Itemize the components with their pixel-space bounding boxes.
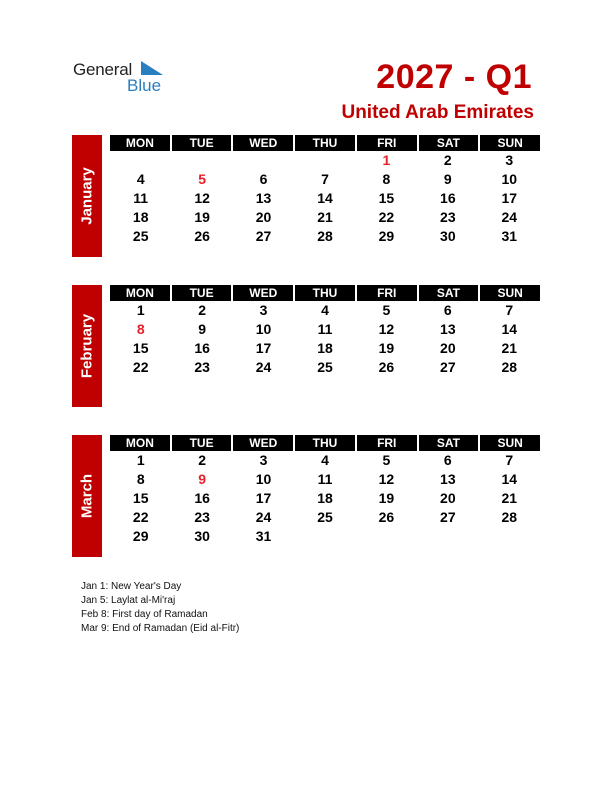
day-cell: 11 [133,190,149,206]
day-cell: 6 [259,171,268,187]
day-cell: 14 [501,321,518,337]
day-cell: 16 [440,190,456,206]
day-cell: 17 [501,190,518,206]
logo [73,58,173,98]
day-cell: 26 [378,359,395,375]
weekday-label: SUN [480,435,540,451]
weekday-label: MON [110,135,170,151]
day-cell: 13 [440,471,456,487]
day-cell: 29 [132,528,149,544]
week-row [110,508,540,527]
weekday-label: SAT [419,285,479,301]
day-cell: 21 [501,340,518,356]
day-cell: 20 [440,340,456,356]
weekday-label: TUE [172,435,232,451]
day-cell: 5 [382,452,391,468]
day-cell: 24 [501,209,518,225]
empty-day-cell [171,151,232,170]
day-cell: 22 [132,359,149,375]
holiday-note: Feb 8: First day of Ramadan [81,609,208,620]
day-cell: 1 [136,452,145,468]
day-cell: 5 [382,302,391,318]
day-cell: 10 [255,471,272,487]
day-cell: 8 [136,471,145,487]
day-cell: 6 [443,302,452,318]
month-tab [72,285,102,407]
day-cell: 15 [132,340,149,356]
weekday-label: FRI [357,285,417,301]
week-row [110,339,540,358]
day-cell: 18 [317,490,333,506]
day-cell: 31 [501,228,518,244]
day-cell: 3 [259,452,268,468]
month-tab [72,135,102,257]
day-cell: 2 [443,152,452,168]
day-cell: 28 [317,228,333,244]
day-cell: 7 [505,452,514,468]
day-cell: 26 [378,509,395,525]
day-cell: 27 [255,228,272,244]
weekday-label: FRI [357,435,417,451]
day-cell: 2 [198,452,207,468]
weekday-label: THU [295,135,355,151]
day-cell: 13 [255,190,272,206]
day-cell: 27 [440,359,456,375]
day-cell: 2 [198,302,207,318]
day-cell: 3 [505,152,514,168]
logo-word-general: General [73,60,133,79]
day-cell: 11 [317,321,333,337]
day-cell: 25 [317,509,333,525]
day-cell: 6 [443,452,452,468]
month-name: March [78,473,96,519]
week-row [110,151,540,170]
weekday-label: TUE [172,285,232,301]
day-cell: 24 [255,509,272,525]
month-grid [110,135,540,246]
day-cell: 13 [440,321,456,337]
empty-day-cell [233,151,294,170]
holiday-note: Jan 5: Laylat al-Mi'raj [81,595,176,606]
month-grid [110,435,540,546]
holiday-day-cell: 1 [382,152,391,168]
page-title: 2027 - Q1 [376,58,532,96]
week-row [110,170,540,189]
day-cell: 25 [317,359,333,375]
week-row [110,189,540,208]
day-cell: 23 [194,509,210,525]
day-cell: 21 [501,490,518,506]
day-cell: 10 [255,321,272,337]
day-cell: 28 [501,359,518,375]
weekday-label: TUE [172,135,232,151]
weekday-label: THU [295,435,355,451]
holiday-day-cell: 5 [198,171,207,187]
day-cell: 1 [136,302,145,318]
week-row [110,320,540,339]
holiday-day-cell: 8 [136,321,145,337]
week-row [110,227,540,246]
empty-day-cell [294,151,355,170]
day-cell: 18 [132,209,149,225]
logo-triangle-icon [141,61,163,77]
weekday-header [110,135,540,151]
weekday-label: WED [233,285,293,301]
day-cell: 12 [378,471,395,487]
day-cell: 9 [443,171,452,187]
day-cell: 23 [194,359,210,375]
day-cell: 4 [136,171,145,187]
day-cell: 27 [440,509,456,525]
weekday-label: THU [295,285,355,301]
day-cell: 7 [321,171,329,187]
day-cell: 19 [378,490,395,506]
day-cell: 23 [440,209,456,225]
weekday-header [110,285,540,301]
week-row [110,527,540,546]
day-cell: 18 [317,340,333,356]
day-cell: 15 [132,490,149,506]
month-name: February [78,313,96,379]
empty-day-cell [479,527,540,546]
day-cell: 9 [198,321,207,337]
day-cell: 4 [321,452,329,468]
week-row [110,489,540,508]
day-cell: 20 [440,490,456,506]
month-name: January [78,167,96,225]
empty-day-cell [356,527,417,546]
logo-word-blue: Blue [127,76,162,95]
weekday-label: WED [233,435,293,451]
holiday-note: Jan 1: New Year's Day [81,581,182,592]
day-cell: 11 [317,471,333,487]
day-cell: 4 [321,302,329,318]
day-cell: 21 [317,209,333,225]
empty-day-cell [110,151,171,170]
week-row [110,470,540,489]
weekday-label: SAT [419,135,479,151]
month-tab [72,435,102,557]
day-cell: 25 [132,228,149,244]
day-cell: 17 [255,490,272,506]
holiday-day-cell: 9 [198,471,207,487]
week-row [110,358,540,377]
empty-day-cell [417,527,478,546]
day-cell: 3 [259,302,268,318]
week-row [110,451,540,470]
day-cell: 26 [194,228,210,244]
empty-day-cell [294,527,355,546]
weekday-label: SUN [480,285,540,301]
day-cell: 12 [194,190,210,206]
day-cell: 17 [255,340,272,356]
day-cell: 29 [378,228,395,244]
day-cell: 10 [501,171,518,187]
day-cell: 31 [255,528,272,544]
day-cell: 14 [501,471,518,487]
weekday-label: WED [233,135,293,151]
day-cell: 14 [317,190,333,206]
day-cell: 20 [255,209,272,225]
holiday-note: Mar 9: End of Ramadan (Eid al-Fitr) [81,623,240,634]
holiday-notes [81,580,239,636]
day-cell: 8 [382,171,391,187]
day-cell: 24 [255,359,272,375]
week-row [110,301,540,320]
day-cell: 22 [378,209,395,225]
day-cell: 19 [378,340,395,356]
weekday-label: SAT [419,435,479,451]
day-cell: 15 [378,190,395,206]
day-cell: 7 [505,302,514,318]
country-subtitle: United Arab Emirates [341,102,534,123]
day-cell: 16 [194,340,210,356]
day-cell: 22 [132,509,149,525]
weekday-label: SUN [480,135,540,151]
week-row [110,208,540,227]
day-cell: 30 [194,528,210,544]
weekday-header [110,435,540,451]
month-grid [110,285,540,377]
weekday-label: MON [110,435,170,451]
weekday-label: MON [110,285,170,301]
day-cell: 30 [440,228,456,244]
day-cell: 12 [378,321,395,337]
day-cell: 28 [501,509,518,525]
weekday-label: FRI [357,135,417,151]
day-cell: 16 [194,490,210,506]
day-cell: 19 [194,209,210,225]
